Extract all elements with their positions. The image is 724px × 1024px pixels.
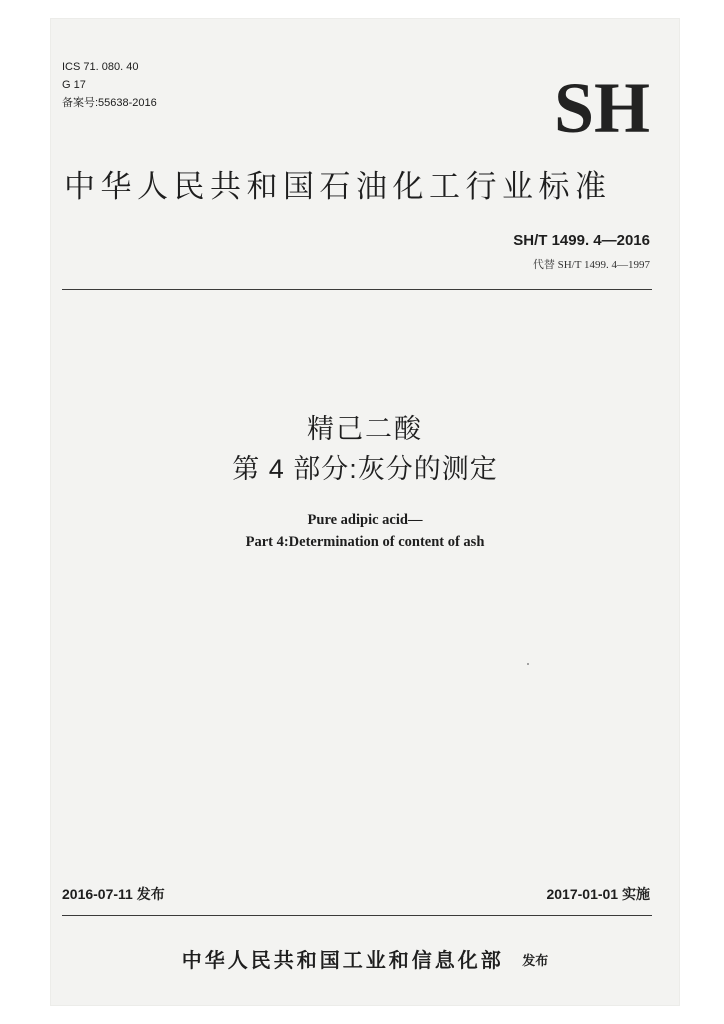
effective-date: 2017-01-01 实施: [546, 886, 650, 902]
scan-speck: [527, 663, 529, 665]
replaces-standard: 代替 SH/T 1499. 4—1997: [532, 259, 650, 271]
standard-number: SH/T 1499. 4—2016: [513, 232, 650, 249]
bottom-divider: [62, 915, 652, 916]
classification-code: G 17: [62, 79, 86, 91]
chinese-title-line-1: 精己二酸: [307, 414, 423, 444]
issue-date: 2016-07-11 发布: [62, 886, 165, 902]
english-title-line-1: Pure adipic acid—: [307, 512, 423, 528]
publisher-name: 中华人民共和国工业和信息化部: [181, 950, 504, 972]
standard-cover-page: [50, 18, 680, 1006]
classification-block: [62, 58, 157, 112]
top-divider: [62, 289, 652, 290]
publish-label: 发布: [522, 953, 549, 968]
sh-logo: SH: [553, 68, 650, 148]
chinese-title-line-2: 第 4 部分:灰分的测定: [232, 454, 498, 484]
record-number: 备案号:55638-2016: [62, 97, 157, 109]
ics-code: ICS 71. 080. 40: [62, 61, 139, 73]
english-title-line-2: Part 4:Determination of content of ash: [245, 534, 485, 550]
publisher-row: [50, 944, 680, 973]
industry-standard-title: 中华人民共和国石油化工行业标准: [64, 169, 612, 204]
